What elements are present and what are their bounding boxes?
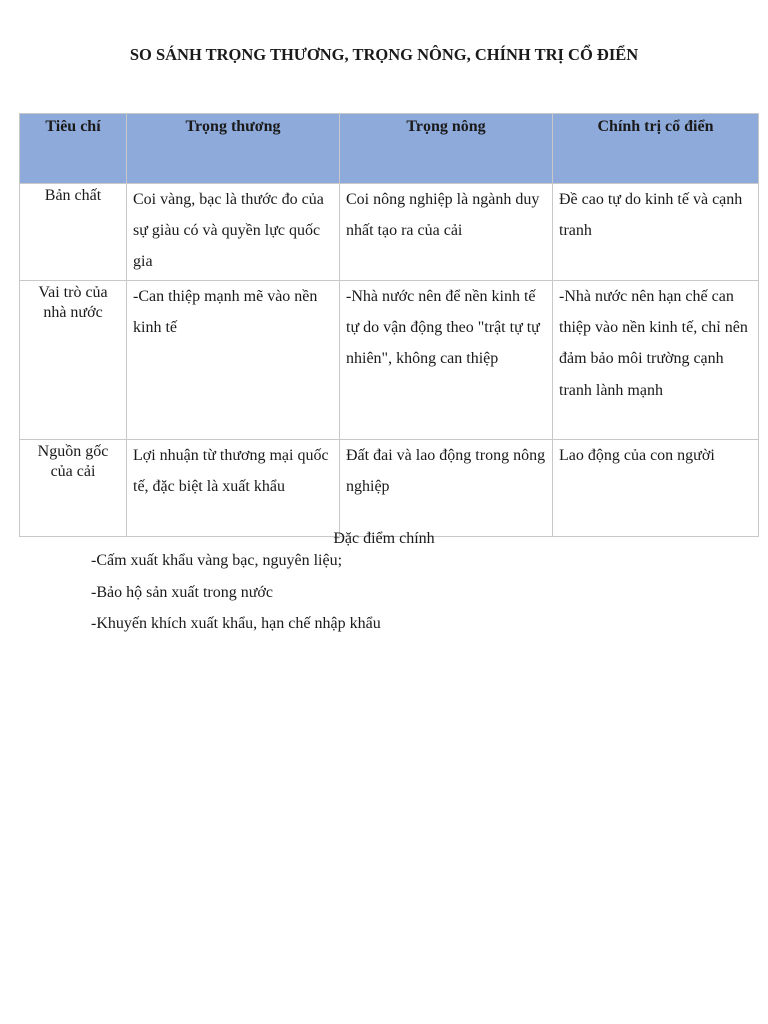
header-criterion: Tiêu chí — [20, 114, 127, 184]
cell-trong-nong: Coi nông nghiệp là ngành duy nhất tạo ra của cải — [340, 184, 553, 281]
cell-trong-thuong: Coi vàng, bạc là thước đo của sự giàu có và quyền lực quốc gia — [127, 184, 340, 281]
cell-trong-thuong: -Can thiệp mạnh mẽ vào nền kinh tế — [127, 281, 340, 440]
comparison-table — [19, 113, 759, 537]
table-row — [20, 440, 759, 537]
row-criterion: Bản chất — [20, 184, 127, 281]
document-title: SO SÁNH TRỌNG THƯƠNG, TRỌNG NÔNG, CHÍNH TRỊ CỔ ĐIỂN — [129, 45, 639, 64]
cell-trong-nong: -Nhà nước nên để nền kinh tế tự do vận động theo "trật tự tự nhiên", không can thiệp — [340, 281, 553, 440]
row-criterion: Vai trò của nhà nước — [20, 281, 127, 440]
list-item: -Khuyến khích xuất khẩu, hạn chế nhập khẩu — [91, 615, 381, 632]
cell-trong-thuong: Lợi nhuận từ thương mại quốc tế, đặc biệt là xuất khẩu — [127, 440, 340, 537]
section-caption: Đặc điểm chính — [333, 530, 435, 547]
list-item: -Bảo hộ sản xuất trong nước — [91, 583, 273, 601]
cell-chinh-tri: Lao động của con người — [553, 440, 759, 537]
cell-trong-nong: Đất đai và lao động trong nông nghiệp — [340, 440, 553, 537]
header-trong-nong: Trọng nông — [340, 114, 553, 184]
row-criterion: Nguồn gốc của cải — [20, 440, 127, 537]
bullet-list — [91, 545, 381, 640]
list-item: -Cấm xuất khẩu vàng bạc, nguyên liệu; — [91, 552, 343, 569]
header-chinh-tri-co-dien: Chính trị cổ điển — [553, 114, 759, 184]
table-header-row — [20, 114, 759, 184]
header-trong-thuong: Trọng thương — [127, 114, 340, 184]
table-row — [20, 281, 759, 440]
table-row — [20, 184, 759, 281]
cell-chinh-tri: Đề cao tự do kinh tế và cạnh tranh — [553, 184, 759, 281]
cell-chinh-tri: -Nhà nước nên hạn chế can thiệp vào nền kinh tế, chỉ nên đảm bảo môi trường cạnh tranh lành mạnh — [553, 281, 759, 440]
